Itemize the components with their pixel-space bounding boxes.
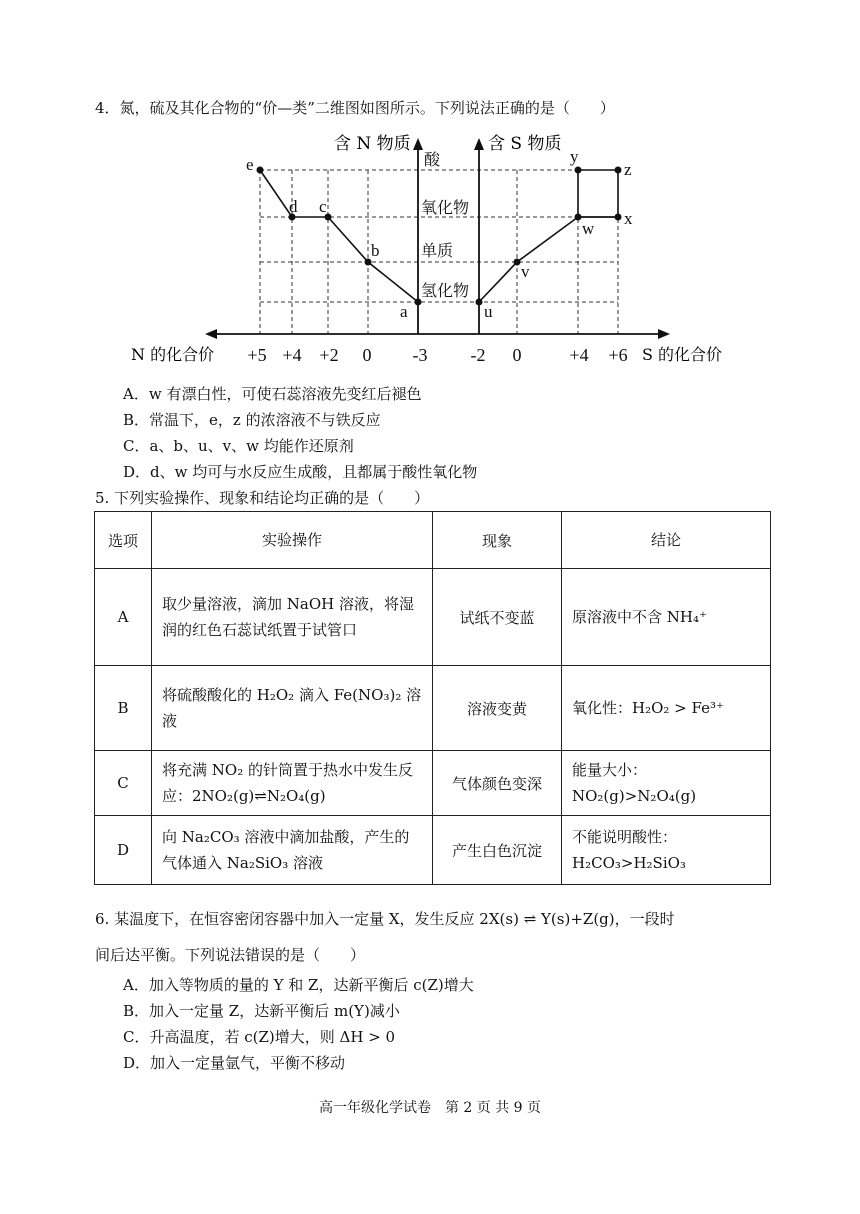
table-row — [95, 816, 771, 885]
n-axis-arrow — [413, 138, 423, 150]
tick-n-plus5: +5 — [247, 345, 267, 365]
header-operation: 实验操作 — [152, 512, 433, 569]
label-z: z — [624, 160, 632, 179]
valence-category-diagram — [120, 128, 740, 368]
row-phenomenon: 产生白色沉淀 — [433, 816, 562, 885]
row-conclusion: 原溶液中不含 NH₄⁺ — [562, 569, 771, 666]
s-xlabel: S 的化合价 — [642, 345, 723, 364]
label-d: d — [289, 197, 298, 216]
question-6-option-a: A．加入等物质的量的 Y 和 Z，达新平衡后 c(Z)增大 — [123, 976, 474, 994]
page-footer: 高一年级化学试卷 第 2 页 共 9 页 — [318, 1100, 542, 1116]
question-4-option-b: B．常温下，e，z 的浓溶液不与铁反应 — [123, 411, 381, 429]
row-operation: 将充满 NO₂ 的针筒置于热水中发生反应：2NO₂(g)⇌N₂O₄(g) — [152, 751, 433, 816]
experiment-table — [94, 511, 771, 885]
row-conclusion: 氧化性：H₂O₂ > Fe³⁺ — [562, 666, 771, 751]
label-c: c — [319, 197, 327, 216]
question-6-option-d: D．加入一定量氩气，平衡不移动 — [123, 1054, 346, 1072]
tick-n-0: 0 — [362, 345, 372, 365]
question-5-stem: 5. 下列实验操作、现象和结论均正确的是（ ） — [95, 489, 430, 507]
question-6-option-c: C．升高温度，若 c(Z)增大，则 ΔH > 0 — [123, 1028, 396, 1046]
question-6-stem-continued: 间后达平衡。下列说法错误的是（ ） — [95, 946, 366, 964]
n-xlabel: N 的化合价 — [131, 345, 215, 364]
question-4-option-c: C．a、b、u、v、w 均能作还原剂 — [123, 437, 354, 455]
point-e — [257, 167, 264, 174]
row-option: C — [95, 751, 152, 816]
row-conclusion: 不能说明酸性：H₂CO₃>H₂SiO₃ — [562, 816, 771, 885]
row-phenomenon: 气体颜色变深 — [433, 751, 562, 816]
tick-s-minus2: -2 — [470, 345, 486, 365]
header-conclusion: 结论 — [562, 512, 771, 569]
n-series-line — [260, 170, 418, 302]
label-e: e — [246, 155, 254, 174]
header-phenomenon: 现象 — [433, 512, 562, 569]
category-oxide: 氧化物 — [421, 198, 470, 217]
category-hydride: 氢化物 — [421, 281, 470, 300]
tick-s-0: 0 — [512, 345, 522, 365]
x-axis-arrow-right — [658, 329, 670, 339]
row-operation: 向 Na₂CO₃ 溶液中滴加盐酸，产生的气体通入 Na₂SiO₃ 溶液 — [152, 816, 433, 885]
point-v — [514, 259, 521, 266]
question-4-option-d: D．d、w 均可与水反应生成酸，且都属于酸性氧化物 — [123, 463, 478, 481]
tick-s-plus4: +4 — [569, 345, 589, 365]
question-4-stem: 4．氮，硫及其化合物的“价—类”二维图如图所示。下列说法正确的是（ ） — [95, 99, 615, 117]
row-operation: 取少量溶液，滴加 NaOH 溶液，将湿润的红色石蕊试纸置于试管口 — [152, 569, 433, 666]
x-axis-arrow-left — [205, 329, 217, 339]
label-x: x — [624, 209, 633, 228]
s-series-line — [479, 217, 618, 302]
table-row — [95, 569, 771, 666]
row-option: B — [95, 666, 152, 751]
tick-s-plus6: +6 — [608, 345, 628, 365]
row-conclusion: 能量大小：NO₂(g)>N₂O₄(g) — [562, 751, 771, 816]
point-z — [615, 167, 622, 174]
s-axis-arrow — [474, 138, 484, 150]
row-operation: 将硫酸酸化的 H₂O₂ 滴入 Fe(NO₃)₂ 溶液 — [152, 666, 433, 751]
s-axis-title: 含 S 物质 — [488, 134, 562, 154]
n-axis-title: 含 N 物质 — [334, 134, 411, 154]
table-header-row — [95, 512, 771, 569]
row-phenomenon: 试纸不变蓝 — [433, 569, 562, 666]
point-x — [615, 214, 622, 221]
row-option: D — [95, 816, 152, 885]
label-b: b — [371, 241, 380, 260]
label-y: y — [570, 147, 579, 166]
category-element: 单质 — [421, 241, 454, 260]
category-acid: 酸 — [424, 150, 441, 169]
table-row — [95, 666, 771, 751]
table-row — [95, 751, 771, 816]
tick-n-minus3: -3 — [412, 345, 428, 365]
label-u: u — [484, 302, 493, 321]
question-6-stem: 6. 某温度下，在恒容密闭容器中加入一定量 X，发生反应 2X(s) ⇌ Y(s)+Z(g)，一段时 — [95, 910, 675, 928]
header-option: 选项 — [95, 512, 152, 569]
label-w: w — [582, 219, 595, 238]
point-y — [575, 167, 582, 174]
label-v: v — [521, 262, 530, 281]
tick-n-plus2: +2 — [319, 345, 339, 365]
question-6-option-b: B．加入一定量 Z，达新平衡后 m(Y)减小 — [123, 1002, 400, 1020]
row-phenomenon: 溶液变黄 — [433, 666, 562, 751]
question-4-option-a: A．w 有漂白性，可使石蕊溶液先变红后褪色 — [123, 385, 422, 403]
label-a: a — [400, 302, 408, 321]
s-yz-box — [578, 170, 618, 217]
tick-n-plus4: +4 — [282, 345, 302, 365]
point-w — [575, 214, 582, 221]
point-u — [476, 299, 483, 306]
row-option: A — [95, 569, 152, 666]
